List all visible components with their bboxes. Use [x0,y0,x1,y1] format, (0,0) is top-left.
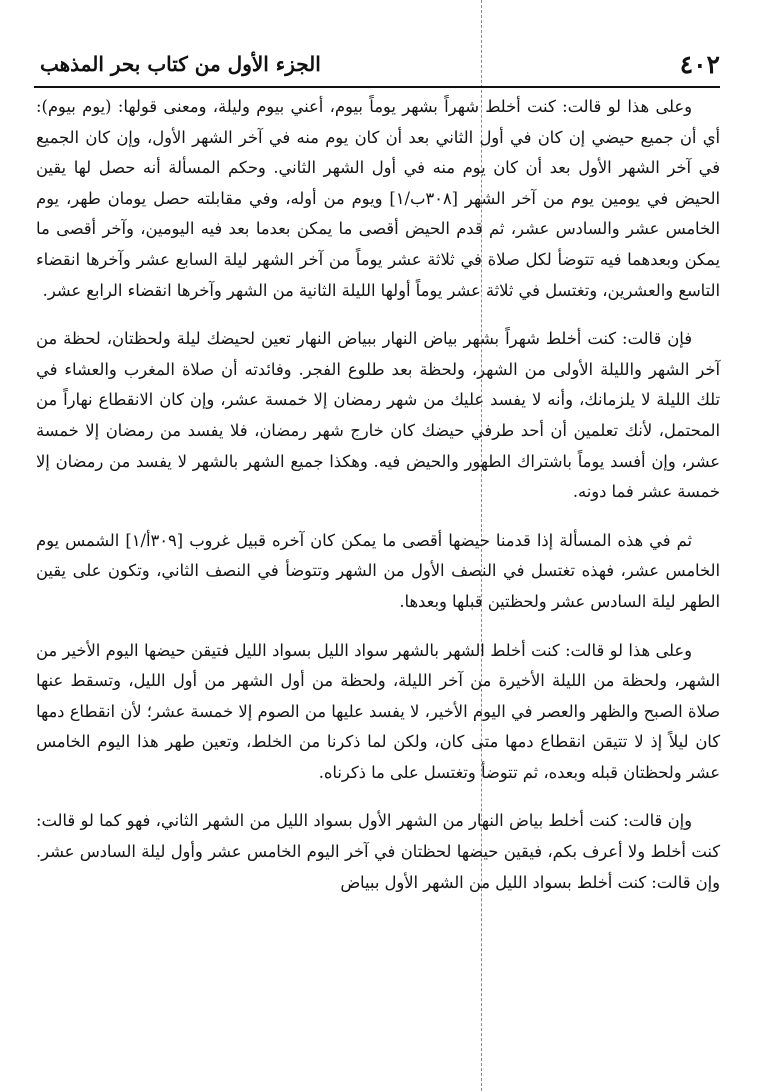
page-header [34,44,720,84]
paragraph: وعلى هذا لو قالت: كنت أخلط شهراً بشهر يوماً بيوم، أعني بيوم وليلة، ومعنى قولها: (يوم بيوم): أي أن جميع حيضي إن كان في أول الثاني بعد أن كان يوم منه في آخر الشهر الأول، وإن كان الجميع في آخر الشهر الأول بعد أن كان يوم منه في أول الشهر الثاني. وحكم المسألة أنه حصل لها يقين الحيض في يومين يوم من آخر الشهر [٣٠٨ب/١] ويوم من أوله، وفي مقابلته حصل يومان طهر، يوم الخامس عشر والسادس عشر، ثم قدم الحيض أقصى ما يمكن بعدما بعد فيه اليومين، وآخر أقصى ما يمكن وبعدهما فيه تتوضأ لكل صلاة في ثلاثة عشر يوماً من آخر الشهر ليلة السابع عشر وآخرها انقضاء التاسع والعشرين، وتغتسل في ثلاثة عشر يوماً أولها الليلة الثانية من الشهر وآخرها انقضاء الرابع عشر. [36,97,720,300]
body-text [36,92,720,916]
running-title: الجزء الأول من كتاب بحر المذهب [40,52,321,76]
paragraph: ثم في هذه المسألة إذا قدمنا حيضها أقصى ما يمكن كان آخره قبيل غروب [٣٠٩أ/١] الشمس يوم الخامس عشر، فهذه تغتسل في النصف الأول من الشهر وتتوضأ في النصف الثاني، وتكون على يقين الطهر ليلة السادس عشر ولحظتين قبلها وبعدها. [36,530,720,611]
paragraph: فإن قالت: كنت أخلط شهراً بشهر بياض النهار ببياض النهار تعين لحيضك ليلة ولحظتان، لحظة من آخر الشهر والليلة الأولى من الشهر، ولحظة بعد طلوع الفجر. وفائدته أن صلاة المغرب والعشاء في تلك الليلة لا يلزمانك، وأنه لا يفسد عليك من شهر رمضان إلا خمسة عشر، وإن كان الانقطاع نهاراً من المحتمل، لأنك تعلمين أن أحد طرفي حيضك كان خارج شهر رمضان، فلا يفسد من رمضان إلا خمسة عشر، وإن أفسد يوماً باشتراك الطهور والحيض فيه. وهكذا جميع الشهر بالشهر لا يفسد من رمضان إلا خمسة عشر فما دونه. [36,329,720,502]
header-rule [34,86,720,88]
page-number: ٤٠٢ [679,50,720,79]
paragraph: وإن قالت: كنت أخلط بياض النهار من الشهر الأول بسواد الليل من الشهر الثاني، فهو كما لو قالت: كنت أخلط ولا أعرف بكم، فيقين حيضها لحظتان في آخر اليوم الخامس عشر وأول ليلة السادس عشر. وإن قالت: كنت أخلط بسواد الليل من الشهر الأول ببياض [36,811,720,892]
paragraph: وعلى هذا لو قالت: كنت أخلط الشهر بالشهر سواد الليل بسواد الليل فتيقن حيضها اليوم الأخير من الشهر، ولحظة من الليلة الأخيرة من آخر الليلة، ولحظة من أول الشهر من أول الليل، وتسقط عنها صلاة الصبح والظهر والعصر في اليوم الأخير، لا يفسد عليها من الصوم إلا خمسة عشر؛ لأن انقطاع دمها كان ليلاً إذ لا تتيقن انقطاع دمها متى كان، ولكن لما ذكرنا من الخلط، وتعين طهر هذا اليوم الخامس عشر ولحظتان قبله وبعده، ثم تتوضأ وتغتسل على ما ذكرناه. [36,640,720,782]
